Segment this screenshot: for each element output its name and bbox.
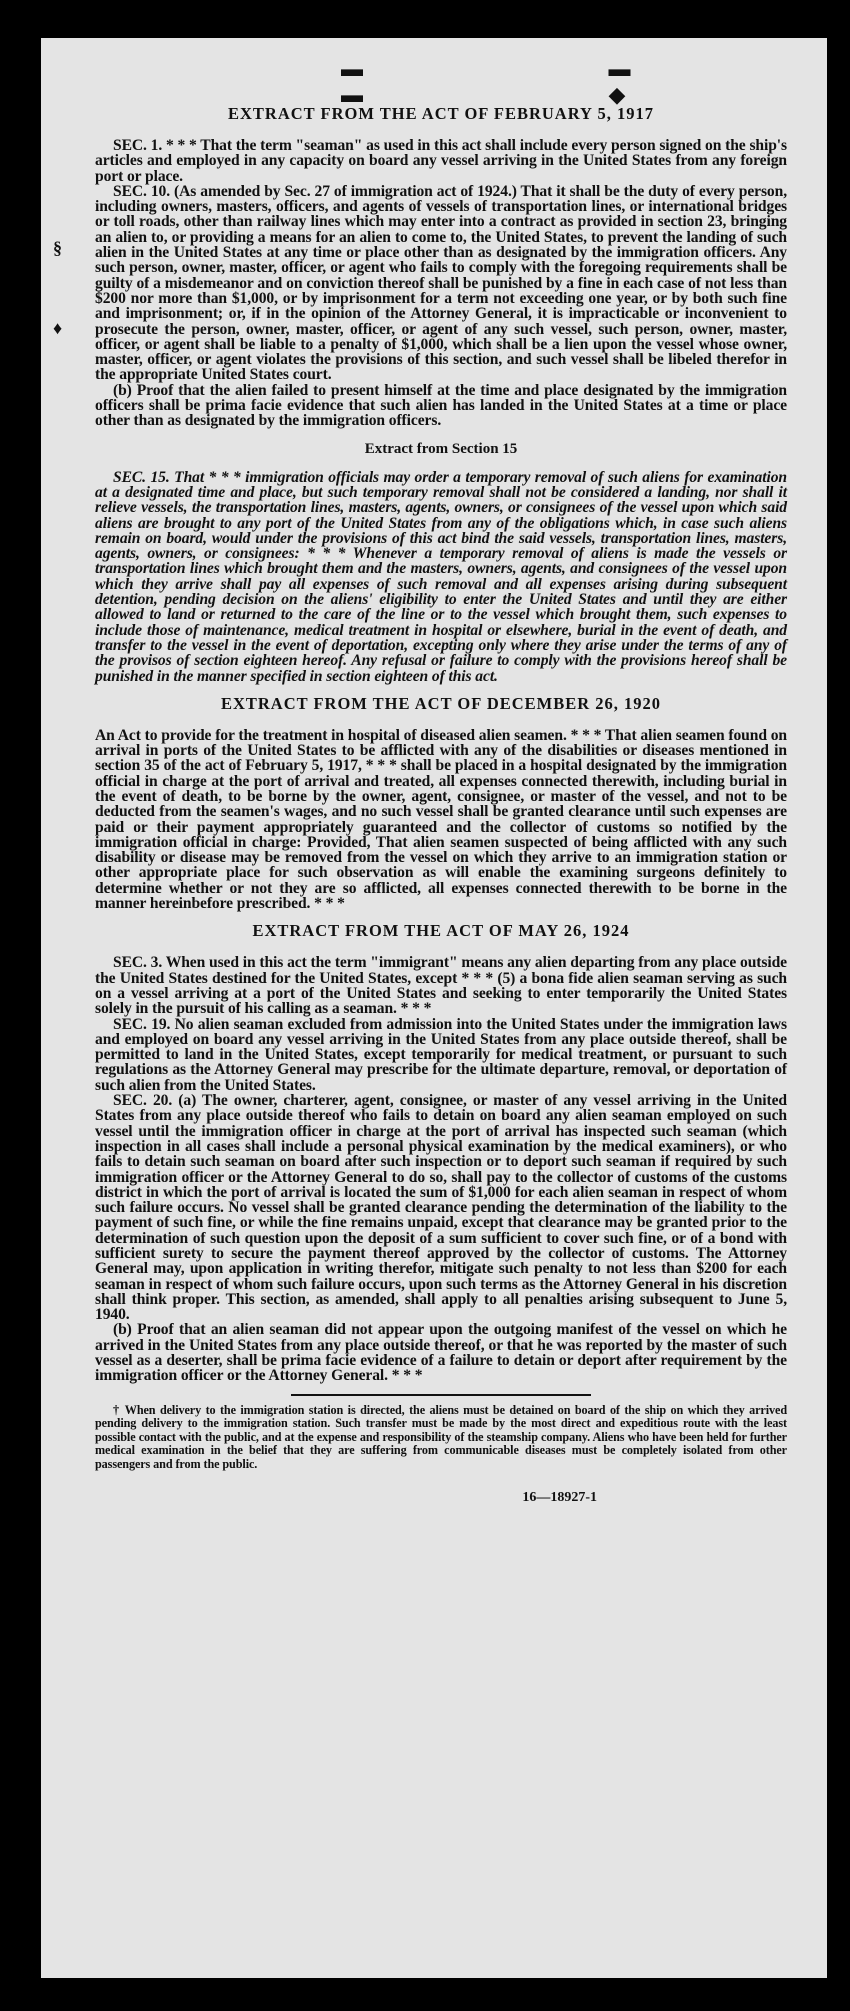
section-1917 xyxy=(95,138,787,429)
footnote xyxy=(95,1404,787,1472)
heading-act-1924: EXTRACT FROM THE ACT OF MAY 26, 1924 xyxy=(252,921,630,941)
paragraph: SEC. 15. That * * * immigration officials may order a temporary removal of such aliens for examination at a designated time and place, but such temporary removal shall not be considered a landing, nor shall it relieve vessels, the transportation lines, masters, agents, owners, or consignees of the vessel upon which said aliens are brought to any port of the United States from any of the obligations which, in case such aliens remain on board, would under the provisions of this act bind the said vessels, transportation lines, masters, agents, owners, or consignees: * * * Whenever a temporary removal of aliens is made the vessels or transportation lines which brought them and the masters, owners, agents, and consignees of the vessel upon which they arrive shall pay all expenses of such removal and all expenses arising during subsequent detention, pending decision on the aliens' eligibility to enter the United States and until they are either allowed to land or returned to the care of the line or to the vessel which brought them, such expenses to include those of maintenance, medical treatment in hospital or elsewhere, burial in the event of death, and transfer to the vessel in the event of deportation, excepting only where they arise under the terms of any of the provisos of section eighteen hereof. Any refusal or failure to comply with the provisions hereof shall be punished in the manner specified in section eighteen of this act. xyxy=(95,468,787,685)
section-15 xyxy=(95,470,787,684)
paragraph: SEC. 1. * * * That the term "seaman" as used in this act shall include every person signed on the ship's articles and employed in any capacity on board any vessel arriving in the United States from any foreign port or place. xyxy=(95,137,787,185)
heading-act-1917: EXTRACT FROM THE ACT OF FEBRUARY 5, 1917 xyxy=(228,104,654,123)
punch-marks: ▬ ▬ ▬ ◆ xyxy=(341,56,751,107)
form-code: 16—18927-1 xyxy=(522,1489,597,1505)
paragraph: (b) Proof that the alien failed to present himself at the time and place designated by the immigration officers shall be prima facie evidence that such alien has landed in the United States at a time or place other than as designated by the immigration officers. xyxy=(95,381,787,430)
section-1924 xyxy=(95,955,787,1383)
heading-section-15: Extract from Section 15 xyxy=(364,440,518,457)
margin-mark: ♦ xyxy=(53,318,63,338)
heading-act-1920: EXTRACT FROM THE ACT OF DECEMBER 26, 1920 xyxy=(220,693,662,713)
paragraph: SEC. 10. (As amended by Sec. 27 of immigration act of 1924.) That it shall be the duty of every person, including owners, masters, officers, and agents of vessels of transportation lines, or international bridges or toll roads, other than railway lines which may enter into a contract as provided in section 23, bringing an alien to, or providing a means for an alien to come to, the United States, to prevent the landing of such alien in the United States at any time or place other than as designated by the immigration officers. Any such person, owner, master, officer, or agent who fails to comply with the foregoing requirements shall be guilty of a misdemeanor and on conviction thereof shall be punished by a fine in each case of not less than $200 nor more than $1,000, or by imprisonment for a term not exceeding one year, or by both such fine and imprisonment; or, if in the opinion of the Attorney General, it is impracticable or inconvenient to prosecute the person, owner, master, officer, or agent of any such vessel, such person, owner, master, officer, or agent shall be liable to a penalty of $1,000, which shall be a lien upon the vessel whose owner, master, officer, or agent violates the provisions of this section, and such vessel shall be libeled therefor in the appropriate United States court. xyxy=(95,182,787,384)
paragraph: An Act to provide for the treatment in hospital of diseased alien seamen. * * * That alien seamen found on arrival in ports of the United States to be afflicted with any of the disabilities or diseases mentioned in section 35 of the act of February 5, 1917, * * * shall be placed in a hospital designated by the immigration official in charge at the port of arrival and treated, all expenses connected therewith, including burial in the event of death, to be borne by the owner, agent, consignee, or master of the vessel, and not to be deducted from the seamen's wages, and no such vessel shall be granted clearance until such expenses are paid or their payment appropriately guaranteed and the collector of customs so notified by the immigration official in charge: Provided, That alien seamen suspected of being afflicted with any such disability or disease may be removed from the vessel on which they arrive to an immigration station or other appropriate place for such observation as will enable the examining surgeons definitely to determine whether or not they are so afflicted, all expenses connected therewith to be borne in the manner hereinbefore prescribed. * * * xyxy=(95,726,787,913)
section-1920 xyxy=(95,728,787,912)
paragraph: SEC. 20. (a) The owner, charterer, agent, consignee, or master of any vessel arriving in the United States from any place outside thereof who fails to detain on board any alien seaman employed on such vessel until the immigration officer in charge at the port of arrival has inspected such seaman (which inspection in all cases shall include a personal physical examination by the medical examiners), or who fails to detain such seaman on board after such inspection or to deport such seaman if required by such immigration officer or the Attorney General to do so, shall pay to the collector of customs of the customs district in which the port of arrival is located the sum of $1,000 for each alien seaman in respect of whom such failure occurs. No vessel shall be granted clearance pending the determination of the liability to the payment of such fine, or while the fine remains unpaid, except that clearance may be granted prior to the determination of such question upon the deposit of a sum sufficient to cover such fine, or of a bond with sufficient surety to secure the payment thereof approved by the collector of customs. The Attorney General may, upon application in writing therefor, mitigate such penalty to not less than $200 for each seaman in respect of whom such failure occurs, upon such terms as the Attorney General in his discretion shall think proper. This section, as amended, shall apply to all penalties arising subsequent to June 5, 1940. xyxy=(95,1092,787,1324)
paragraph: (b) Proof that an alien seaman did not appear upon the outgoing manifest of the vessel on which he arrived in the United States from any place outside thereof, or that he was reported by the master of such vessel as a deserter, shall be prima facie evidence of a failure to detain or deport after requirement by the immigration officer or the Attorney General. * * * xyxy=(95,1321,787,1385)
document-sheet xyxy=(41,38,827,1978)
footnote-rule xyxy=(291,1394,591,1396)
footnote-text: † When delivery to the immigration station is directed, the aliens must be detained on board of the ship on which they arrived pending delivery to the immigration station. Such transfer must be made by the most direct and expeditious route with the least possible contact with the public, and at the expense and responsibility of the steamship company. Aliens who have been held for further medical examination in the belief that they are suffering from communicable diseases must be completely isolated from other passengers and from the public. xyxy=(95,1402,787,1472)
paragraph: SEC. 19. No alien seaman excluded from admission into the United States under the immigration laws and employed on board any vessel arriving in the United States from any place outside thereof, shall be permitted to land in the United States, except temporarily for medical treatment, or pursuant to such regulations as the Attorney General may prescribe for the ultimate departure, removal, or deportation of such alien from the United States. xyxy=(95,1015,787,1094)
paragraph: SEC. 3. When used in this act the term "immigrant" means any alien departing from any place outside the United States destined for the United States, except * * * (5) a bona fide alien seaman serving as such on a vessel arriving at a port of the United States and seeking to enter temporarily the United States solely in the pursuit of his calling as a seaman. * * * xyxy=(95,954,787,1018)
margin-mark: § xyxy=(53,238,62,258)
